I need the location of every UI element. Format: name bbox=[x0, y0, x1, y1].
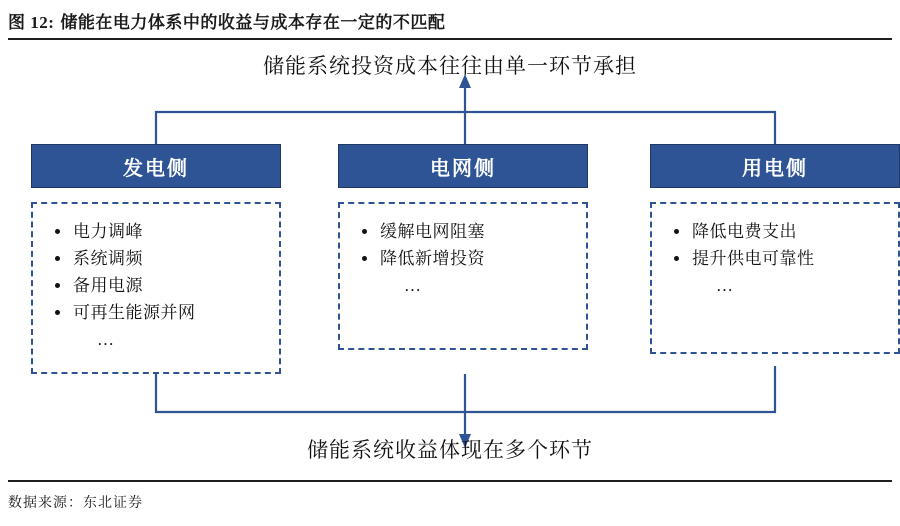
list-item: 降低新增投资 bbox=[354, 245, 576, 272]
column-header-consumption: 用电侧 bbox=[650, 144, 900, 188]
column-generation-side bbox=[31, 144, 281, 374]
title-divider bbox=[8, 38, 892, 40]
bullet-list-consumption bbox=[666, 218, 888, 299]
top-caption: 储能系统投资成本往往由单一环节承担 bbox=[263, 54, 637, 78]
page-title: 储能在电力体系中的收益与成本存在一定的不匹配 bbox=[60, 13, 446, 32]
column-grid-side bbox=[338, 144, 588, 350]
list-item: 可再生能源并网 bbox=[47, 299, 269, 326]
figure-title-row bbox=[8, 8, 892, 33]
bullet-list-generation bbox=[47, 218, 269, 353]
list-item: 降低电费支出 bbox=[666, 218, 888, 245]
column-header-generation: 发电侧 bbox=[31, 144, 281, 188]
diagram-canvas bbox=[0, 44, 900, 474]
source-note: 数据来源：东北证券 bbox=[8, 496, 143, 511]
list-item: 电力调峰 bbox=[47, 218, 269, 245]
column-body-consumption bbox=[650, 202, 900, 354]
column-body-generation bbox=[31, 202, 281, 374]
list-item-ellipsis: … bbox=[97, 330, 116, 349]
list-item: 提升供电可靠性 bbox=[666, 245, 888, 272]
column-consumption-side bbox=[650, 144, 900, 354]
list-item-ellipsis: … bbox=[716, 276, 735, 295]
column-header-grid: 电网侧 bbox=[338, 144, 588, 188]
figure-label: 图 12: bbox=[8, 13, 55, 32]
list-item: 系统调频 bbox=[47, 245, 269, 272]
column-body-grid bbox=[338, 202, 588, 350]
bullet-list-grid bbox=[354, 218, 576, 299]
bottom-caption: 储能系统收益体现在多个环节 bbox=[307, 438, 593, 462]
footer-divider bbox=[8, 480, 892, 482]
list-item-ellipsis: … bbox=[404, 276, 423, 295]
list-item: 缓解电网阻塞 bbox=[354, 218, 576, 245]
list-item: 备用电源 bbox=[47, 272, 269, 299]
